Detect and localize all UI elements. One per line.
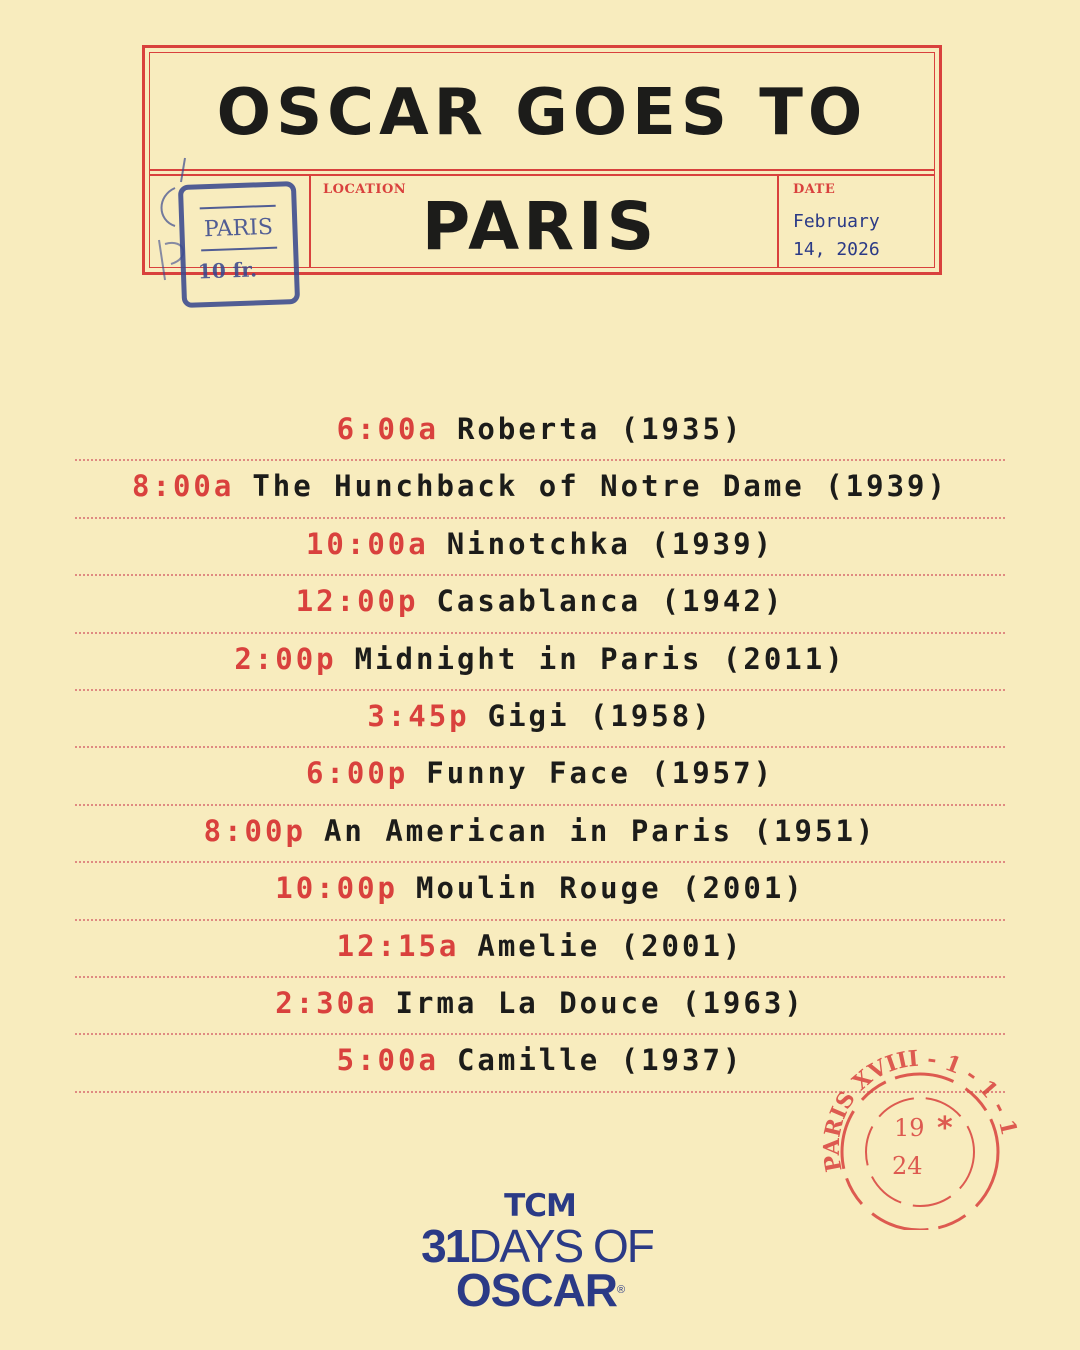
showtime: 12:00p	[295, 584, 419, 619]
schedule-row	[75, 978, 1005, 1035]
logo-name: OSCAR	[455, 1264, 617, 1316]
postmark-center-top: 19	[894, 1114, 925, 1142]
schedule-row	[75, 519, 1005, 576]
logo-oscar: OSCAR®	[455, 1264, 625, 1316]
logo-days-number: 31	[421, 1220, 469, 1272]
schedule-row	[75, 461, 1005, 518]
schedule-entry	[75, 814, 1005, 848]
showtime: 8:00p	[203, 813, 306, 848]
postmark-ring-text: PARIS XVIII - 1 - 1 - 1	[818, 1045, 1022, 1174]
schedule-entry	[75, 871, 1005, 905]
movie-title: An American in Paris (1951)	[323, 813, 877, 848]
schedule-entry	[75, 469, 1005, 503]
card-divider	[149, 174, 935, 176]
schedule-row	[75, 806, 1005, 863]
showtime: 2:00p	[234, 641, 337, 676]
movie-title: Midnight in Paris (2011)	[354, 641, 846, 676]
showtime: 6:00a	[336, 412, 439, 446]
schedule-entry	[75, 756, 1005, 790]
schedule-entry	[75, 584, 1005, 618]
showtime: 6:00p	[305, 756, 409, 791]
movie-title: Ninotchka (1939)	[446, 526, 775, 561]
date-line: February	[793, 211, 880, 232]
schedule-entry	[75, 929, 1005, 963]
showtime: 3:45p	[367, 698, 470, 733]
schedule-row	[75, 634, 1005, 691]
showtime: 10:00a	[305, 526, 429, 561]
location-value: PARIS	[421, 188, 659, 265]
schedule-row	[75, 863, 1005, 920]
movie-title: Irma La Douce (1963)	[395, 985, 805, 1020]
showtime: 2:30a	[275, 985, 378, 1020]
schedule-row	[75, 404, 1005, 461]
logo-days-text: DAYS OF	[468, 1220, 653, 1272]
card-divider	[149, 169, 935, 171]
postmark-center-bottom: 24	[892, 1152, 923, 1180]
logo-brand: TCM	[504, 1188, 576, 1224]
showtime: 10:00p	[275, 871, 399, 906]
movie-title: Gigi (1958)	[487, 698, 713, 733]
schedule-row	[75, 921, 1005, 978]
movie-title: Funny Face (1957)	[426, 756, 775, 791]
card-column-divider	[777, 176, 779, 268]
stamp-value: 10 fr.	[197, 257, 258, 284]
schedule-entry	[75, 527, 1005, 561]
svg-text:*: *	[937, 1111, 953, 1146]
schedule-list	[75, 404, 1005, 1093]
location-label: LOCATION	[323, 182, 407, 197]
showtime: 5:00a	[336, 1043, 439, 1078]
showtime: 12:15a	[336, 928, 460, 963]
schedule-entry	[75, 642, 1005, 676]
schedule-entry	[75, 699, 1005, 733]
page-title: OSCAR GOES TO	[216, 76, 868, 150]
movie-title: The Hunchback of Notre Dame (1939)	[252, 469, 948, 504]
date-label: DATE	[793, 182, 836, 197]
date-value	[793, 208, 923, 264]
schedule-row	[75, 691, 1005, 748]
movie-title: Moulin Rouge (2001)	[416, 871, 805, 906]
schedule-row	[75, 748, 1005, 805]
movie-title: Roberta (1935)	[456, 412, 744, 446]
schedule-row	[75, 576, 1005, 633]
paris-postage-stamp	[178, 181, 300, 308]
stamp-rule	[200, 205, 276, 210]
movie-title: Amelie (2001)	[477, 928, 744, 963]
stamp-rule	[201, 247, 277, 252]
date-line: 14, 2026	[793, 239, 880, 260]
movie-title: Casablanca (1942)	[436, 584, 785, 619]
movie-title: Camille (1937)	[456, 1043, 744, 1078]
showtime: 8:00a	[132, 469, 235, 504]
schedule-entry	[75, 986, 1005, 1020]
tcm-31-days-of-oscar-logo	[0, 1188, 1080, 1316]
schedule-entry	[75, 412, 1005, 446]
logo-days	[0, 1220, 1080, 1272]
stamp-city: PARIS	[203, 214, 274, 243]
